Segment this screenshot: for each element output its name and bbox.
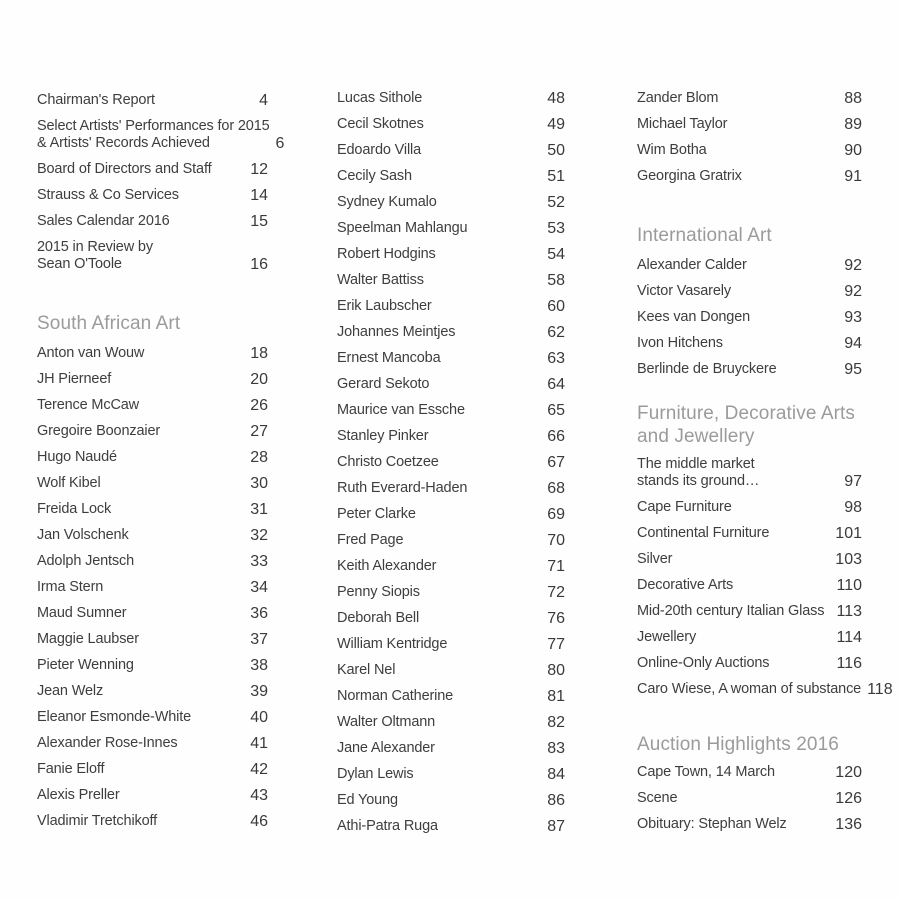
toc-entry-page-number: 51 <box>547 168 565 185</box>
toc-entry <box>337 116 565 133</box>
toc-entry-page-number: 63 <box>547 350 565 367</box>
toc-entry-title: Wim Botha <box>637 142 707 158</box>
toc-entry-title: Athi-Patra Ruga <box>337 818 438 834</box>
toc-entry <box>637 764 862 781</box>
toc-entry-title: Jane Alexander <box>337 740 435 756</box>
toc-entry-page-number: 38 <box>250 657 268 674</box>
toc-entry <box>337 402 565 419</box>
toc-entry-title: Berlinde de Bruyckere <box>637 361 777 377</box>
toc-entry-title: Fanie Eloff <box>37 761 105 777</box>
toc-entry-title: Gregoire Boonzaier <box>37 423 161 439</box>
toc-entry <box>37 92 268 109</box>
toc-entry-title: Cape Furniture <box>637 499 732 515</box>
toc-entry-title: Ernest Mancoba <box>337 350 441 366</box>
toc-entry <box>337 506 565 523</box>
toc-entry <box>37 187 268 204</box>
toc-entry <box>37 813 268 830</box>
toc-entry <box>337 246 565 263</box>
toc-entry-page-number: 20 <box>250 371 268 388</box>
toc-entry-page-number: 89 <box>844 116 862 133</box>
toc-entry <box>37 709 268 726</box>
toc-entry-page-number: 48 <box>547 90 565 107</box>
toc-entry-page-number: 71 <box>547 558 565 575</box>
toc-entry-page-number: 53 <box>547 220 565 237</box>
toc-entry-page-number: 72 <box>547 584 565 601</box>
toc-entry <box>637 90 862 107</box>
toc-entry-page-number: 50 <box>547 142 565 159</box>
toc-entry-page-number: 88 <box>844 90 862 107</box>
toc-entry-page-number: 39 <box>250 683 268 700</box>
toc-entry-title: William Kentridge <box>337 636 448 652</box>
toc-entry-title: 2015 in Review by Sean O'Toole <box>37 239 153 272</box>
toc-entry-title: Alexander Calder <box>637 257 747 273</box>
toc-entry-title: Keith Alexander <box>337 558 437 574</box>
section-heading <box>37 312 268 335</box>
toc-entry-page-number: 54 <box>547 246 565 263</box>
toc-entry-title: Alexander Rose-Innes <box>37 735 178 751</box>
toc-entry-title: Lucas Sithole <box>337 90 423 106</box>
toc-entry <box>637 309 862 326</box>
toc-entry <box>637 361 862 378</box>
toc-entry <box>337 454 565 471</box>
toc-entry <box>637 168 862 185</box>
toc-entry-title: Peter Clarke <box>337 506 416 522</box>
toc-entry-title: Anton van Wouw <box>37 345 145 361</box>
toc-entry <box>337 662 565 679</box>
toc-entry-page-number: 126 <box>835 790 862 807</box>
toc-entry-page-number: 67 <box>547 454 565 471</box>
toc-entry-page-number: 64 <box>547 376 565 393</box>
toc-entry-page-number: 92 <box>844 283 862 300</box>
toc-entry-title: Karel Nel <box>337 662 396 678</box>
toc-entry <box>37 161 268 178</box>
toc-entry <box>337 688 565 705</box>
toc-entry-page-number: 40 <box>250 709 268 726</box>
toc-entry <box>637 551 862 568</box>
toc-entry-title: Victor Vasarely <box>637 283 731 299</box>
toc-entry <box>637 681 893 698</box>
toc-entry-title: Online-Only Auctions <box>637 655 770 671</box>
toc-entry-title: Caro Wiese, A woman of substance <box>637 681 862 697</box>
toc-entry-page-number: 69 <box>547 506 565 523</box>
toc-entry-title: Fred Page <box>337 532 404 548</box>
toc-entry-page-number: 110 <box>836 577 862 594</box>
toc-entry-page-number: 37 <box>250 631 268 648</box>
toc-entry <box>337 194 565 211</box>
toc-entry-page-number: 113 <box>836 603 862 620</box>
toc-entry-title: Cecily Sash <box>337 168 412 184</box>
toc-entry-page-number: 41 <box>250 735 268 752</box>
toc-entry <box>37 657 268 674</box>
toc-entry-title: Erik Laubscher <box>337 298 432 314</box>
section-heading-line: International Art <box>637 225 772 246</box>
toc-entry <box>37 449 268 466</box>
toc-entry <box>37 735 268 752</box>
toc-entry-page-number: 32 <box>250 527 268 544</box>
toc-entry-title: Robert Hodgins <box>337 246 436 262</box>
toc-entry <box>37 683 268 700</box>
toc-entry-page-number: 58 <box>547 272 565 289</box>
toc-entry <box>637 283 862 300</box>
toc-entry <box>337 272 565 289</box>
toc-entry-title: Walter Oltmann <box>337 714 436 730</box>
toc-entry <box>337 714 565 731</box>
toc-entry <box>337 298 565 315</box>
toc-entry <box>337 376 565 393</box>
toc-entry <box>37 475 268 492</box>
toc-entry-title: Deborah Bell <box>337 610 420 626</box>
toc-entry <box>637 577 862 594</box>
toc-entry <box>637 499 862 516</box>
toc-entry <box>337 584 565 601</box>
toc-entry <box>37 553 268 570</box>
toc-column <box>37 92 285 839</box>
toc-entry-title: Ivon Hitchens <box>637 335 723 351</box>
toc-entry-page-number: 52 <box>547 194 565 211</box>
toc-entry-title: Alexis Preller <box>37 787 120 803</box>
toc-entry-title: Decorative Arts <box>637 577 734 593</box>
toc-entry <box>37 213 268 230</box>
toc-entry <box>37 397 268 414</box>
toc-entry <box>37 239 268 273</box>
toc-entry-title: Jean Welz <box>37 683 104 699</box>
section-heading <box>637 733 862 756</box>
toc-entry-title: Ed Young <box>337 792 398 808</box>
toc-entry-title: Wolf Kibel <box>37 475 101 491</box>
toc-entry-title: Adolph Jentsch <box>37 553 135 569</box>
toc-entry-title: Georgina Gratrix <box>637 168 742 184</box>
toc-entry-page-number: 36 <box>250 605 268 622</box>
toc-entry-title: Eleanor Esmonde-White <box>37 709 192 725</box>
toc-entry-page-number: 103 <box>835 551 862 568</box>
section-heading-line: Furniture, Decorative Arts <box>637 403 856 424</box>
toc-entry-page-number: 82 <box>547 714 565 731</box>
toc-entry-title: Vladimir Tretchikoff <box>37 813 158 829</box>
toc-entry-title: Scene <box>637 790 678 806</box>
toc-entry-title: Johannes Meintjes <box>337 324 456 340</box>
toc-entry-title: Continental Furniture <box>637 525 770 541</box>
toc-entry-page-number: 27 <box>250 423 268 440</box>
toc-entry-page-number: 93 <box>844 309 862 326</box>
toc-entry-title: Terence McCaw <box>37 397 139 413</box>
toc-entry-page-number: 15 <box>250 213 268 230</box>
toc-entry-title: Maggie Laubser <box>37 631 139 647</box>
toc-entry <box>337 90 565 107</box>
toc-entry-title: Cecil Skotnes <box>337 116 424 132</box>
section-heading-line: Auction Highlights 2016 <box>637 734 839 755</box>
toc-entry-page-number: 76 <box>547 610 565 627</box>
toc-entry <box>37 423 268 440</box>
toc-entry <box>337 636 565 653</box>
toc-entry-page-number: 26 <box>250 397 268 414</box>
toc-entry <box>337 792 565 809</box>
toc-entry-title: Penny Siopis <box>337 584 420 600</box>
toc-entry-page-number: 49 <box>547 116 565 133</box>
toc-entry-page-number: 92 <box>844 257 862 274</box>
toc-entry-page-number: 77 <box>547 636 565 653</box>
toc-entry-page-number: 98 <box>844 499 862 516</box>
toc-entry-page-number: 42 <box>250 761 268 778</box>
toc-entry <box>337 610 565 627</box>
toc-entry <box>337 480 565 497</box>
toc-entry-page-number: 86 <box>547 792 565 809</box>
toc-entry-page-number: 33 <box>250 553 268 570</box>
toc-entry <box>37 371 268 388</box>
toc-entry-title: Jewellery <box>637 629 697 645</box>
toc-entry-title: Norman Catherine <box>337 688 454 704</box>
toc-entry-title: Pieter Wenning <box>37 657 134 673</box>
toc-entry-page-number: 65 <box>547 402 565 419</box>
toc-entry <box>337 350 565 367</box>
toc-entry-page-number: 30 <box>250 475 268 492</box>
toc-entry <box>37 118 285 152</box>
toc-entry-title: Ruth Everard-Haden <box>337 480 468 496</box>
toc-column <box>637 90 893 842</box>
toc-entry-title: Kees van Dongen <box>637 309 751 325</box>
toc-entry-page-number: 14 <box>250 187 268 204</box>
toc-entry-title: Maud Sumner <box>37 605 127 621</box>
toc-entry <box>337 324 565 341</box>
toc-entry-title: Christo Coetzee <box>337 454 439 470</box>
toc-entry <box>637 629 862 646</box>
toc-entry-page-number: 116 <box>836 655 862 672</box>
toc-entry-title: Jan Volschenk <box>37 527 129 543</box>
toc-entry-page-number: 31 <box>250 501 268 518</box>
toc-entry-title: Board of Directors and Staff <box>37 161 212 177</box>
toc-entry <box>637 525 862 542</box>
section-heading-line: South African Art <box>37 313 181 334</box>
toc-entry <box>37 527 268 544</box>
toc-entry-page-number: 70 <box>547 532 565 549</box>
toc-entry-page-number: 16 <box>250 256 268 273</box>
toc-entry-page-number: 91 <box>844 168 862 185</box>
toc-entry-title: Mid-20th century Italian Glass <box>637 603 825 619</box>
toc-entry-title: Stanley Pinker <box>337 428 429 444</box>
toc-entry <box>337 740 565 757</box>
toc-entry-page-number: 12 <box>250 161 268 178</box>
toc-entry-page-number: 6 <box>275 135 285 152</box>
toc-entry-title: Hugo Naudé <box>37 449 117 465</box>
toc-entry-page-number: 136 <box>835 816 862 833</box>
toc-entry <box>637 655 862 672</box>
toc-entry <box>337 168 565 185</box>
toc-entry-page-number: 94 <box>844 335 862 352</box>
toc-entry-page-number: 97 <box>844 473 862 490</box>
section-heading-line: and Jewellery <box>637 426 755 447</box>
toc-entry-title: Strauss & Co Services <box>37 187 179 203</box>
toc-entry-page-number: 90 <box>844 142 862 159</box>
toc-entry <box>37 631 268 648</box>
toc-entry <box>637 335 862 352</box>
toc-entry-title: Edoardo Villa <box>337 142 422 158</box>
toc-column <box>337 90 565 844</box>
toc-entry-title: Gerard Sekoto <box>337 376 430 392</box>
toc-entry <box>337 142 565 159</box>
toc-entry <box>37 501 268 518</box>
toc-entry-page-number: 34 <box>250 579 268 596</box>
toc-entry-page-number: 120 <box>835 764 862 781</box>
toc-entry <box>637 257 862 274</box>
toc-entry <box>637 142 862 159</box>
toc-entry-title: Irma Stern <box>37 579 104 595</box>
toc-entry-page-number: 101 <box>835 525 862 542</box>
toc-entry-title: Zander Blom <box>637 90 719 106</box>
toc-entry-page-number: 95 <box>844 361 862 378</box>
toc-entry-page-number: 46 <box>250 813 268 830</box>
section-heading <box>637 402 862 448</box>
toc-entry-page-number: 60 <box>547 298 565 315</box>
toc-entry-page-number: 18 <box>250 345 268 362</box>
toc-entry-title: Select Artists' Performances for 2015 & Artists' Records Achieved <box>37 118 270 151</box>
toc-entry-title: Sales Calendar 2016 <box>37 213 170 229</box>
toc-entry <box>637 816 862 833</box>
toc-entry-title: Walter Battiss <box>337 272 424 288</box>
toc-entry-title: Michael Taylor <box>637 116 728 132</box>
toc-entry-title: Sydney Kumalo <box>337 194 437 210</box>
toc-entry <box>37 605 268 622</box>
toc-entry <box>337 532 565 549</box>
toc-entry-page-number: 118 <box>867 681 893 698</box>
toc-entry <box>637 603 862 620</box>
toc-entry-page-number: 114 <box>836 629 862 646</box>
toc-entry-page-number: 83 <box>547 740 565 757</box>
toc-entry-title: Freida Lock <box>37 501 112 517</box>
toc-entry-title: Maurice van Essche <box>337 402 465 418</box>
toc-entry <box>337 558 565 575</box>
toc-entry-page-number: 62 <box>547 324 565 341</box>
toc-entry-title: The middle market stands its ground… <box>637 456 760 489</box>
toc-entry <box>37 761 268 778</box>
toc-entry-title: Chairman's Report <box>37 92 155 108</box>
toc-entry-page-number: 28 <box>250 449 268 466</box>
toc-entry-title: Cape Town, 14 March <box>637 764 775 780</box>
toc-entry-page-number: 80 <box>547 662 565 679</box>
toc-entry <box>337 428 565 445</box>
toc-entry <box>37 787 268 804</box>
toc-entry-page-number: 68 <box>547 480 565 497</box>
toc-entry <box>637 790 862 807</box>
toc-entry-title: Dylan Lewis <box>337 766 414 782</box>
toc-entry <box>637 116 862 133</box>
toc-entry <box>637 456 862 490</box>
toc-entry <box>337 766 565 783</box>
toc-entry-title: Speelman Mahlangu <box>337 220 468 236</box>
toc-entry-title: Obituary: Stephan Welz <box>637 816 787 832</box>
toc-entry-title: Silver <box>637 551 673 567</box>
toc-entry <box>37 345 268 362</box>
toc-entry-page-number: 4 <box>259 92 268 109</box>
toc-entry-page-number: 81 <box>547 688 565 705</box>
toc-entry <box>37 579 268 596</box>
toc-entry-title: JH Pierneef <box>37 371 112 387</box>
toc-entry-page-number: 84 <box>547 766 565 783</box>
toc-entry-page-number: 87 <box>547 818 565 835</box>
toc-entry <box>337 220 565 237</box>
toc-entry-page-number: 43 <box>250 787 268 804</box>
toc-entry-page-number: 66 <box>547 428 565 445</box>
section-heading <box>637 224 862 247</box>
toc-entry <box>337 818 565 835</box>
